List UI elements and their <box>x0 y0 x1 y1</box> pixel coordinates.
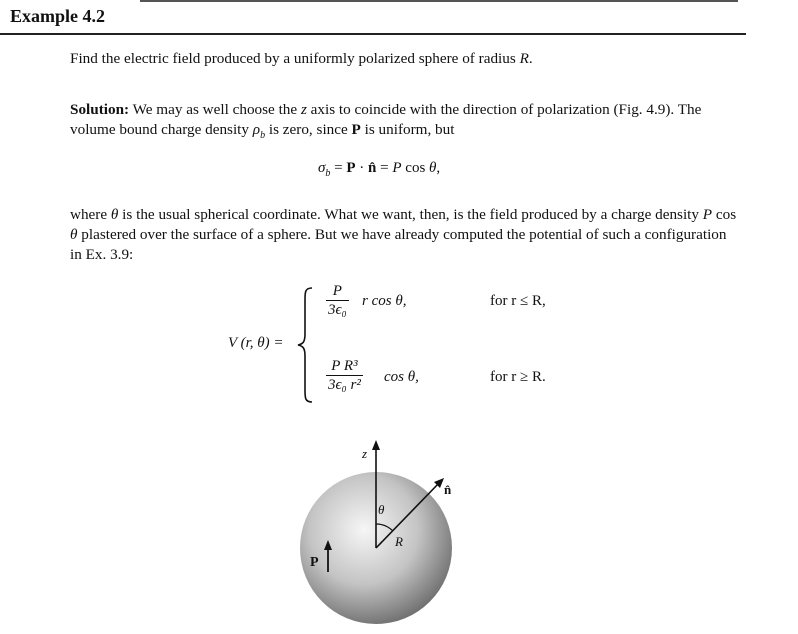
case2-fraction: $\frac{\text{P R³}}{\text{3ϵ₀ r²}}$ <box>328 358 361 393</box>
left-brace-icon <box>296 286 316 404</box>
polarized-sphere-figure <box>290 436 470 632</box>
p-label: P <box>310 555 319 570</box>
n-hat-label: n̂ <box>444 482 452 497</box>
z-label: z <box>362 446 368 461</box>
z-axis-arrow-icon <box>372 440 380 450</box>
solution-label: Solution: <box>70 101 130 118</box>
case1-expression: r cos θ, <box>362 293 407 309</box>
case2-condition: for r ≥ R. <box>490 369 546 385</box>
explanation-paragraph: where θ is the usual spherical coordinate. What we want, then, is the field produced by a charge density P cos θ plastered over the surface of a sphere. But we have already computed the potential of such a configuration in Ex. 3.9: <box>70 206 737 263</box>
heading-rule <box>0 33 746 35</box>
potential-lhs: V (r, θ) = <box>228 335 284 351</box>
case2-expression: cos θ, <box>384 369 419 385</box>
example-heading: Example 4.2 <box>10 6 106 26</box>
problem-statement: Find the electric field produced by a uniformly polarized sphere of radius R. <box>70 50 533 67</box>
theta-label: θ <box>378 502 385 517</box>
case1-condition: for r ≤ R, <box>490 293 546 309</box>
top-rule <box>140 0 738 2</box>
r-label: R <box>395 534 403 549</box>
case1-fraction: $\frac{P}{\text{3ϵ₀}}$ <box>328 283 347 318</box>
solution-paragraph: Solution: We may as well choose the z axis to coincide with the direction of polarization (Fig. 4.9). The volume bound charge density $\rho_b$ is zero, since P is uniform, but <box>70 101 702 142</box>
bound-charge-equation: $\sigma_b = P$ · n̂ = P cos θ, <box>318 160 441 179</box>
